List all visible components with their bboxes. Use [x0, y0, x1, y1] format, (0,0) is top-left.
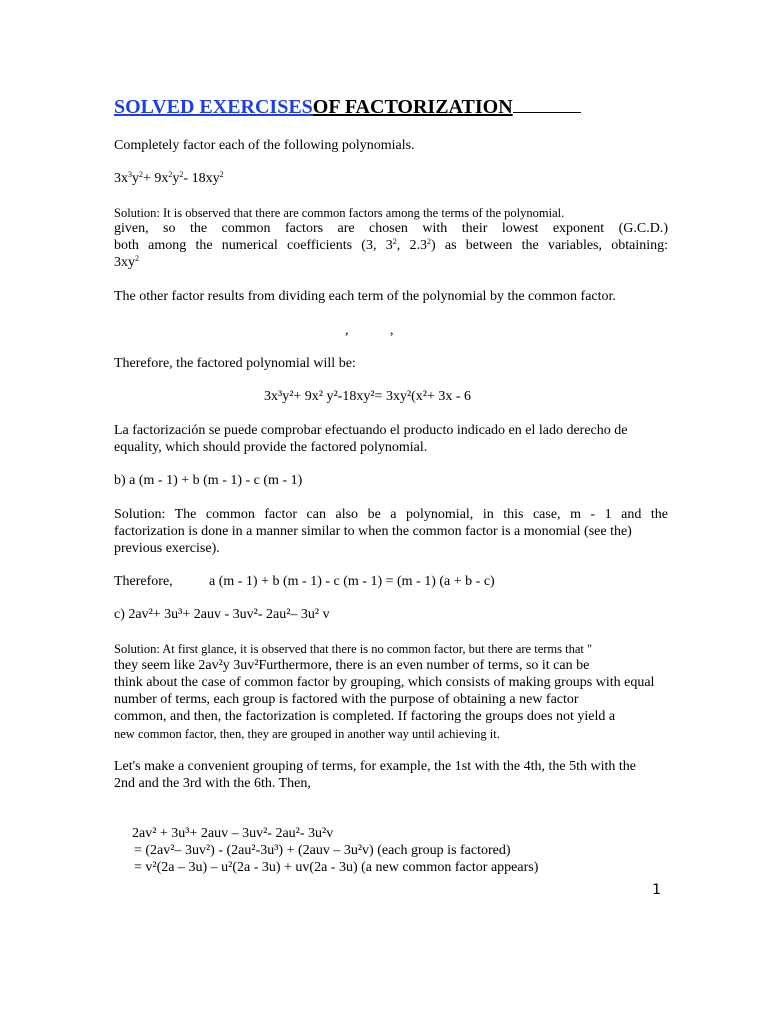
exercise-a-therefore: Therefore, the factored polynomial will be:: [114, 356, 356, 371]
exercise-b-label: b) a (m - 1) + b (m - 1) - c (m - 1): [114, 473, 303, 488]
exercise-c-solution-line5: common, and then, the factorization is completed. If factoring the groups does not yield a: [114, 709, 616, 724]
comma-mark-2: ,: [390, 323, 394, 338]
exercise-c-solution-line6: new common factor, then, they are grouped in another way until achieving it.: [114, 727, 500, 741]
exercise-c-step2: = (2av²– 3uv²) - (2au²-3u³) + (2auv – 3u²v) (each group is factored): [134, 843, 511, 858]
exercise-b-solution-line3: previous exercise).: [114, 541, 220, 556]
comma-mark-1: ,: [345, 323, 349, 338]
exercise-a-polynomial: $3x^3y^2+ 9x^2y^2-$ $18xy^2$: [114, 170, 224, 186]
exercise-c-solution-line4: number of terms, each group is factored with the purpose of obtaining a new factor: [114, 692, 579, 707]
exercise-b-solution-line1: Solution: The common factor can also be a polynomial, in this case, m - 1 and the: [114, 507, 668, 522]
exercise-c-solution-line2: they seem like 2av²y 3uv²Furthermore, there is an even number of terms, so it can be: [114, 658, 590, 673]
exercise-b-solution-line2: factorization is done in a manner similar to when the common factor is a monomial (see the): [114, 524, 632, 539]
title-underline-tail: [513, 96, 581, 113]
exercise-a-solution-line1: given, so the common factors are chosen with their lowest exponent (G.C.D.): [114, 221, 668, 236]
exercise-c-grouping-line2: 2nd and the 3rd with the 6th. Then,: [114, 776, 311, 791]
exercise-a-common-factor: $3xy^2$: [114, 254, 139, 270]
exercise-c-label: c) 2av²+ 3u³+ 2auv - 3uv²- 2au²– 3u² v: [114, 607, 330, 622]
exercise-c-solution-line3: think about the case of common factor by grouping, which consists of making groups with equal: [114, 675, 655, 690]
exercise-a-result: 3x³y²+ 9x² y²-18xy²= 3xy²(x²+ 3x - 6: [264, 389, 472, 404]
exercise-a-solution-line2: both among the numerical coefficients (3, $3^2$, $2.3^2$) as between the variables, obtaining:: [114, 237, 669, 253]
exercise-c-step1: 2av² + 3u³+ 2auv – 3uv²- 2au²- 3u²v: [132, 826, 334, 841]
exercise-a-solution-intro: Solution: It is observed that there are common factors among the terms of the polynomial.: [114, 206, 565, 220]
page-title: [114, 96, 581, 119]
title-rest: OF FACTORIZATION: [312, 96, 513, 118]
exercise-b-therefore: Therefore,: [114, 574, 173, 589]
exercise-c-step3: = v²(2a – 3u) – u²(2a - 3u) + uv(2a - 3u) (a new common factor appears): [134, 860, 539, 875]
exercise-a-check-line1: La factorización se puede comprobar efectuando el producto indicado en el lado derecho de: [114, 423, 628, 438]
exercise-b-result: a (m - 1) + b (m - 1) - c (m - 1) = (m - 1) (a + b - c): [209, 574, 495, 589]
intro-text: Completely factor each of the following polynomials.: [114, 138, 415, 153]
exercise-a-other-factor: The other factor results from dividing each term of the polynomial by the common factor.: [114, 289, 616, 304]
page-number: 1: [652, 882, 661, 898]
exercise-c-grouping-line1: Let's make a convenient grouping of terms, for example, the 1st with the 4th, the 5th with the: [114, 759, 636, 774]
exercise-a-check-line2: equality, which should provide the factored polynomial.: [114, 440, 428, 455]
exercise-c-solution-intro: Solution: At first glance, it is observed that there is no common factor, but there are terms that ": [114, 642, 593, 656]
title-link[interactable]: SOLVED EXERCISES: [114, 96, 313, 118]
